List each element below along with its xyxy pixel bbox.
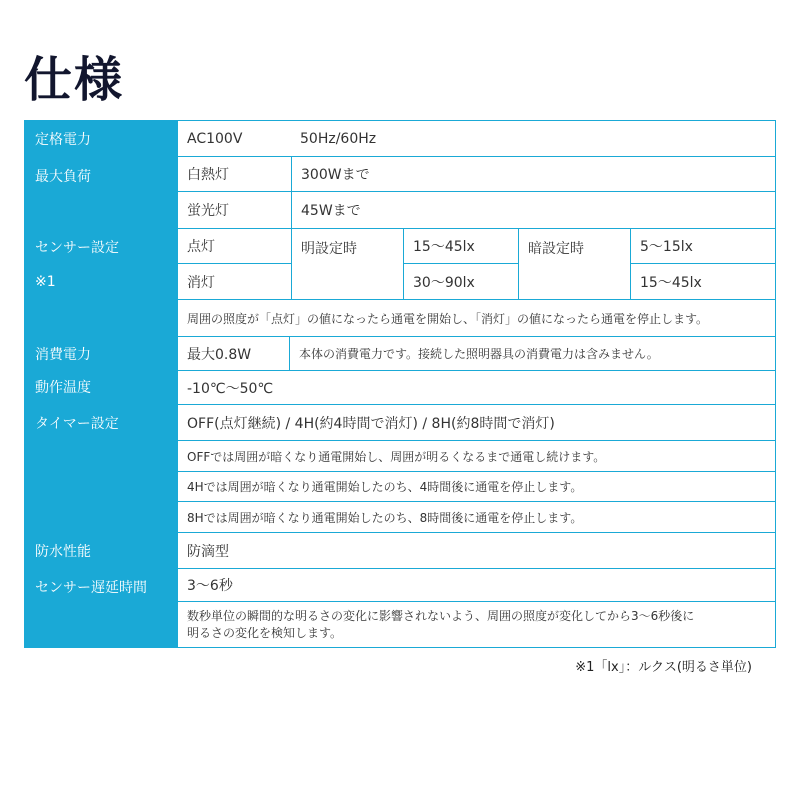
sensor-dark-on-value: 5〜15lx bbox=[631, 229, 775, 263]
rated-power-value: AC100V bbox=[187, 130, 243, 147]
timer-options: OFF(点灯継続) / 4H(約4時間で消灯) / 8H(約8時間で消灯) bbox=[178, 405, 775, 440]
page-title: 仕様 bbox=[24, 52, 125, 108]
timer-4h-description: 4Hでは周囲が暗くなり通電開始したのち、4時間後に通電を停止します。 bbox=[178, 472, 775, 501]
load-type-fluorescent: 蛍光灯 bbox=[178, 192, 291, 228]
sensor-off-label: 消灯 bbox=[178, 264, 291, 299]
load-value-fluorescent: 45Wまで bbox=[292, 192, 775, 228]
footnote: ※1「lx」：ルクス(明るさ単位) bbox=[575, 660, 752, 675]
load-type-incandescent: 白熱灯 bbox=[178, 157, 291, 191]
waterproof-value: 防滴型 bbox=[178, 533, 775, 568]
sensor-bright-setting: 明設定時 bbox=[292, 229, 403, 299]
rated-power-frequency: 50Hz/60Hz bbox=[300, 130, 377, 147]
sensor-dark-setting: 暗設定時 bbox=[519, 229, 630, 299]
delay-description-line1: 数秒単位の瞬間的な明るさの変化に影響されないよう、周囲の照度が変化してから3〜6秒後に bbox=[187, 608, 695, 623]
row-label-timer: タイマー設定 bbox=[35, 416, 119, 432]
sensor-dark-off-value: 15〜45lx bbox=[631, 264, 775, 299]
sensor-description: 周囲の照度が「点灯」の値になったら通電を開始し、「消灯」の値になったら通電を停止します。 bbox=[178, 300, 775, 336]
consumption-description: 本体の消費電力です。接続した照明器具の消費電力は含みません。 bbox=[290, 337, 775, 370]
sensor-on-label: 点灯 bbox=[178, 229, 291, 263]
row-label-sensor: センサー設定 bbox=[35, 240, 119, 256]
row-label-max-load: 最大負荷 bbox=[35, 169, 91, 185]
delay-value: 3〜6秒 bbox=[178, 569, 775, 601]
timer-8h-description: 8Hでは周囲が暗くなり通電開始したのち、8時間後に通電を停止します。 bbox=[178, 502, 775, 532]
row-label-rated-power: 定格電力 bbox=[35, 132, 91, 148]
sensor-bright-on-value: 15〜45lx bbox=[404, 229, 518, 263]
row-label-temperature: 動作温度 bbox=[35, 380, 91, 396]
row-label-consumption: 消費電力 bbox=[35, 347, 91, 363]
consumption-value: 最大0.8W bbox=[178, 337, 289, 370]
row-label-waterproof: 防水性能 bbox=[35, 544, 91, 560]
delay-description-line2: 明るさの変化を検知します。 bbox=[187, 625, 343, 640]
load-value-incandescent: 300Wまで bbox=[292, 157, 775, 191]
delay-description bbox=[178, 602, 775, 647]
timer-off-description: OFFでは周囲が暗くなり通電開始し、周囲が明るくなるまで通電し続けます。 bbox=[178, 441, 775, 471]
sensor-bright-off-value: 30〜90lx bbox=[404, 264, 518, 299]
spec-table bbox=[24, 120, 776, 648]
temperature-value: -10℃〜50℃ bbox=[178, 371, 775, 404]
rated-power-cell bbox=[178, 121, 775, 156]
row-label-sensor-note: ※1 bbox=[35, 274, 56, 290]
row-label-delay: センサー遅延時間 bbox=[35, 580, 147, 596]
